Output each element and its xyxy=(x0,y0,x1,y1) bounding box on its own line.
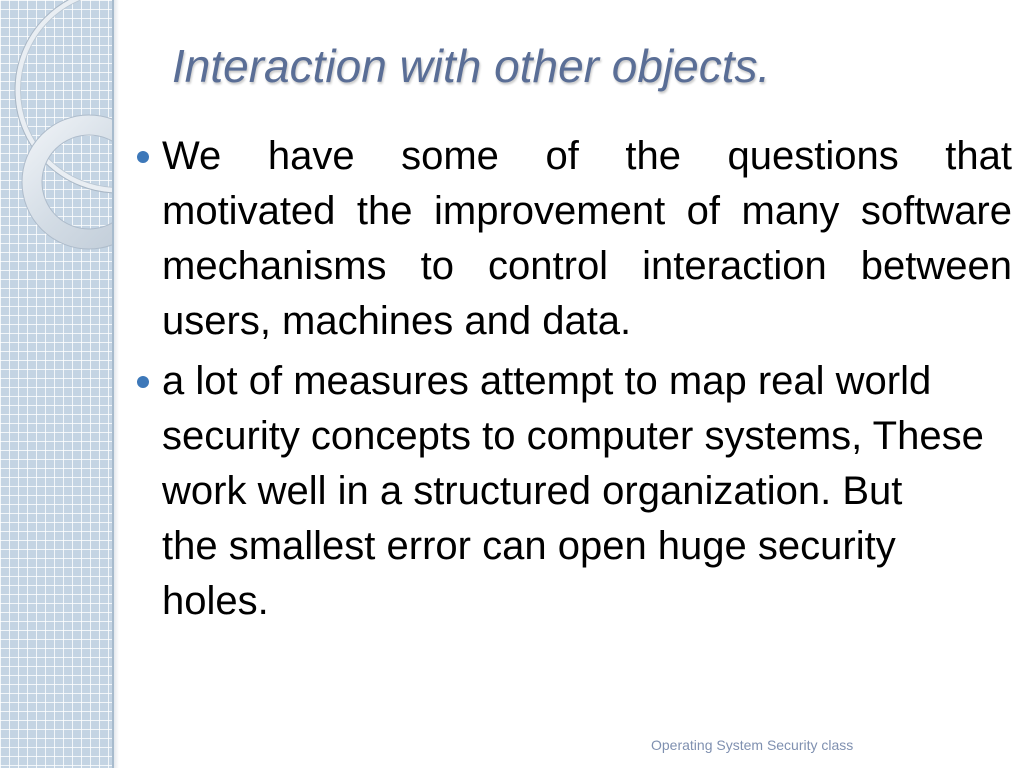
sidebar-shadow xyxy=(114,0,119,768)
paragraph-line: mechanisms to control interaction between xyxy=(162,244,1012,288)
paragraph-line: a lot of measures attempt to map real world xyxy=(162,359,932,403)
paragraph-line: users, machines and data. xyxy=(162,299,632,343)
bullet-paragraph-1 xyxy=(162,129,1012,349)
decorative-ring xyxy=(22,115,112,249)
bullet-paragraph-2 xyxy=(162,354,1012,629)
slide-footer: Operating System Security class xyxy=(651,737,854,753)
paragraph-line: We have some of the questions that xyxy=(162,134,1012,178)
paragraph-line: motivated the improvement of many software xyxy=(162,189,1012,233)
bullet-icon xyxy=(137,376,149,388)
paragraph-line: the smallest error can open huge security xyxy=(162,524,896,568)
slide-title: Interaction with other objects. xyxy=(172,40,771,92)
decorative-arcs xyxy=(0,0,112,768)
decorative-sidebar-strip xyxy=(0,0,114,768)
bullet-icon xyxy=(137,151,149,163)
paragraph-line: work well in a structured organization. But xyxy=(162,469,903,513)
paragraph-line: security concepts to computer systems, These xyxy=(162,414,984,458)
paragraph-line: holes. xyxy=(162,579,269,623)
